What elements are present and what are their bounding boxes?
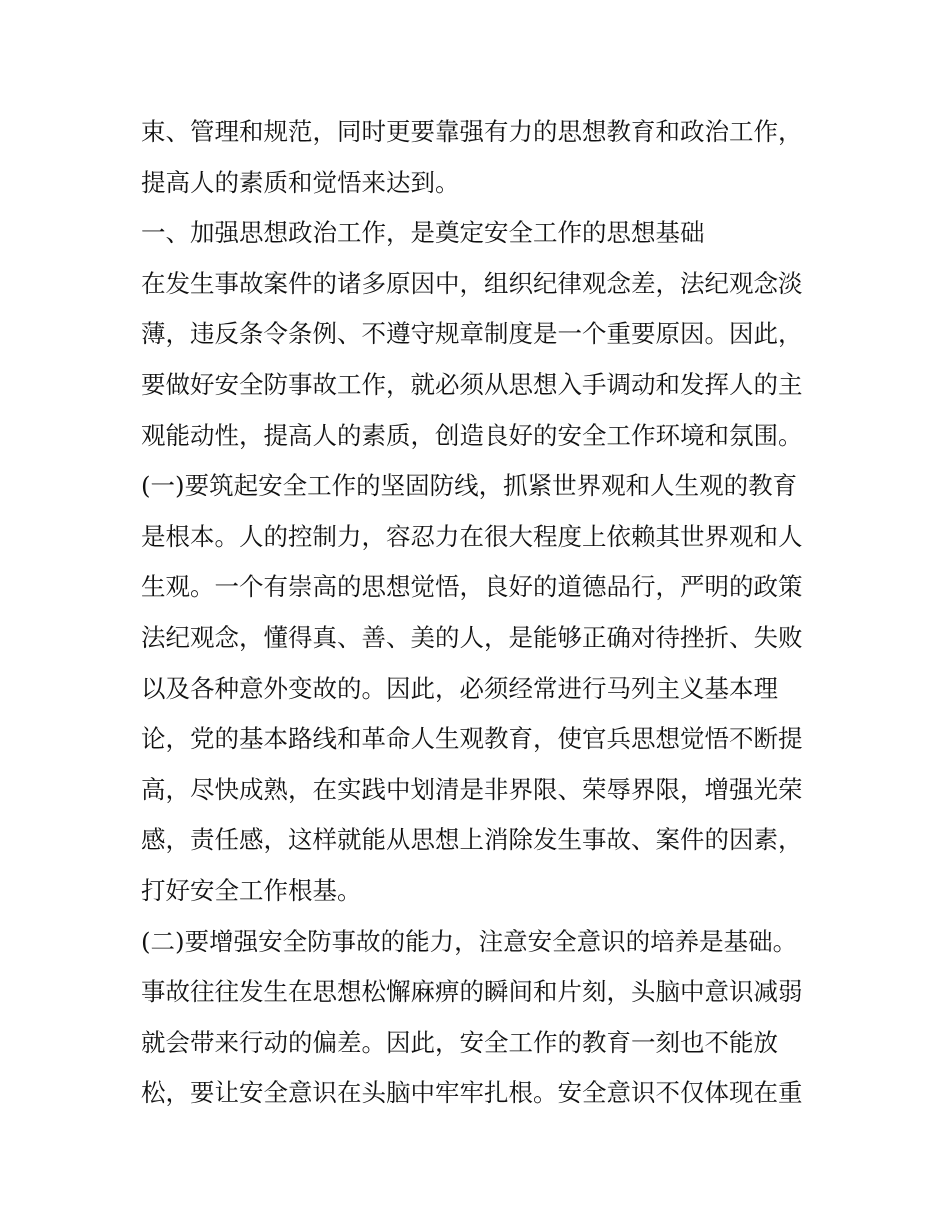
text-line: 要做好安全防事故工作，就必须从思想入手调动和发挥人的主 bbox=[141, 369, 803, 399]
text-line: 是根本。人的控制力，容忍力在很大程度上依赖其世界观和人 bbox=[141, 521, 803, 551]
text-line: 生观。一个有崇高的思想觉悟，良好的道德品行，严明的政策 bbox=[141, 572, 803, 602]
text-line: 以及各种意外变故的。因此，必须经常进行马列主义基本理 bbox=[141, 673, 778, 703]
text-line: 提高人的素质和觉悟来达到。 bbox=[141, 167, 460, 197]
text-line: 束、管理和规范，同时更要靠强有力的思想教育和政治工作， bbox=[141, 117, 803, 146]
text-line: 松，要让安全意识在头脑中牢牢扎根。安全意识不仅体现在重 bbox=[141, 1078, 803, 1108]
section-heading: 一、加强思想政治工作，是奠定安全工作的思想基础 bbox=[141, 218, 705, 248]
text-line: 在发生事故案件的诸多原因中，组织纪律观念差，法纪观念淡 bbox=[141, 268, 803, 298]
text-line: 论，党的基本路线和革命人生观教育，使官兵思想觉悟不断提 bbox=[141, 724, 803, 754]
text-line: 观能动性，提高人的素质，创造良好的安全工作环境和氛围。 bbox=[141, 420, 803, 450]
text-line: 就会带来行动的偏差。因此，安全工作的教育一刻也不能放 bbox=[141, 1027, 778, 1057]
text-line: (二)要增强安全防事故的能力，注意安全意识的培养是基础。 bbox=[141, 926, 798, 956]
text-line: 薄，违反条令条例、不遵守规章制度是一个重要原因。因此， bbox=[141, 319, 803, 349]
text-line: 打好安全工作根基。 bbox=[141, 875, 362, 905]
text-line: 法纪观念，懂得真、善、美的人，是能够正确对待挫折、失败 bbox=[141, 622, 803, 652]
text-line: 事故往往发生在思想松懈麻痹的瞬间和片刻，头脑中意识减弱 bbox=[141, 977, 803, 1007]
text-line: (一)要筑起安全工作的坚固防线，抓紧世界观和人生观的教育 bbox=[141, 471, 798, 501]
document-body bbox=[141, 107, 821, 1119]
text-line: 感，责任感，这样就能从思想上消除发生事故、案件的因素， bbox=[141, 825, 803, 855]
text-line: 高，尽快成熟，在实践中划清是非界限、荣辱界限，增强光荣 bbox=[141, 774, 803, 804]
